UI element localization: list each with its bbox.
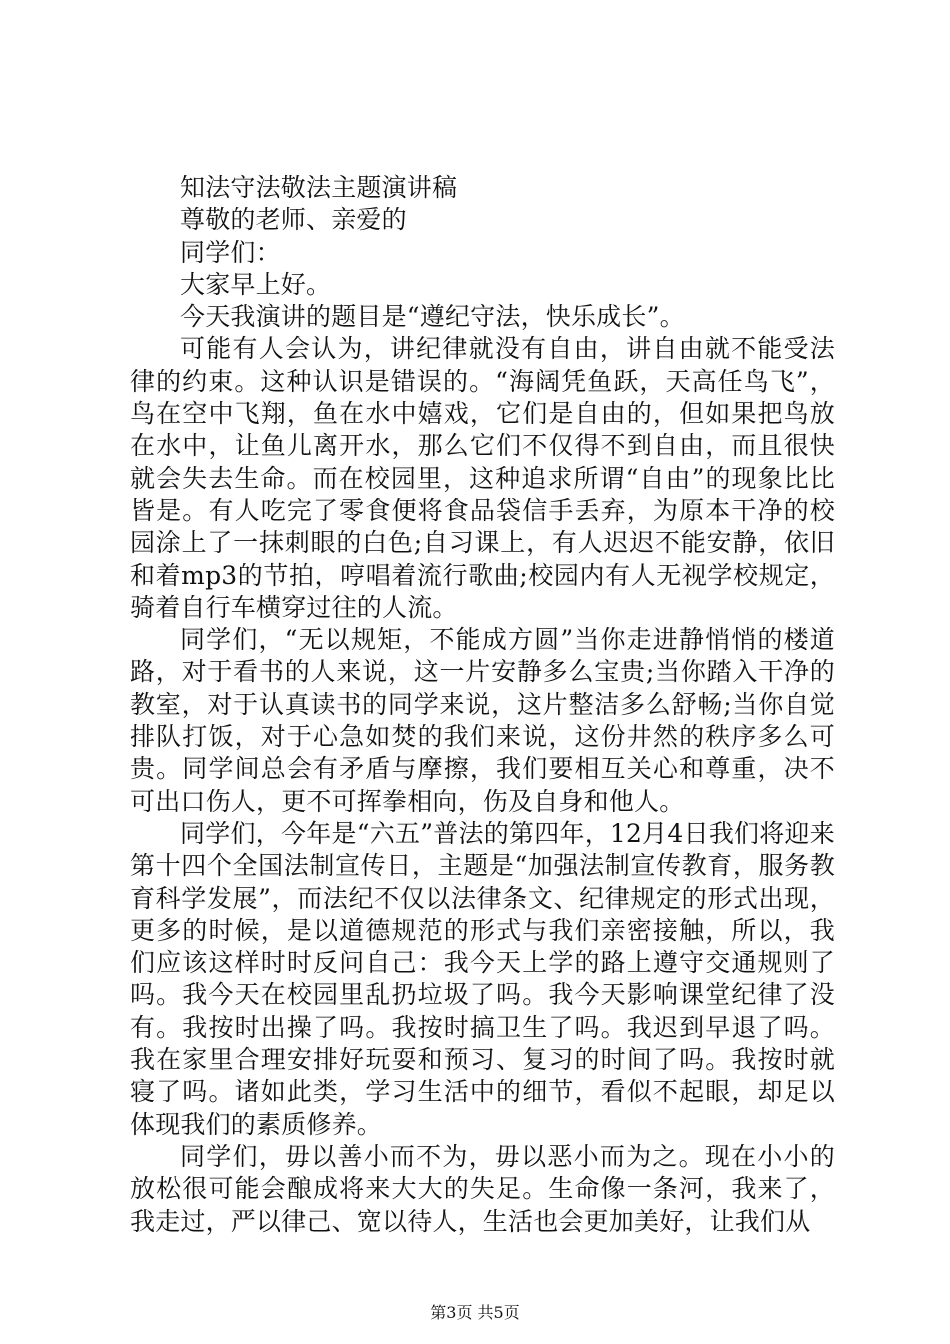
page-number-footer: 第3页 共5页	[430, 1303, 520, 1322]
body-paragraph: 同学们，“无以规矩，不能成方圆”当你走进静悄悄的楼道路，对于看书的人来说，这一片安静多么宝贵;当你踏入干净的教室，对于认真读书的同学来说，这片整洁多么舒畅;当你自觉排队打饭，对于心急如焚的我们来说，这份井然的秩序多么可贵。同学间总会有矛盾与摩擦，我们要相互关心和尊重，决不可出口伤人，更不可挥拳相向，伤及自身和他人。	[130, 625, 835, 816]
salutation-line-1: 尊敬的老师、亲爱的	[180, 205, 407, 235]
greeting: 大家早上好。	[180, 269, 332, 299]
body-paragraph: 可能有人会认为，讲纪律就没有自由，讲自由就不能受法律的约束。这种认识是错误的。“海阔凭鱼跃，天高任鸟飞”，鸟在空中飞翔，鱼在水中嬉戏，它们是自由的，但如果把鸟放在水中，让鱼儿离开水，那么它们不仅得不到自由，而且很快就会失去生命。而在校园里，这种追求所谓“自由”的现象比比皆是。有人吃完了零食便将食品袋信手丢弃，为原本干净的校园涂上了一抹刺眼的白色;自习课上，有人迟迟不能安静，依旧和着mp3的节拍，哼唱着流行歌曲;校园内有人无视学校规定，骑着自行车横穿过往的人流。	[130, 334, 835, 622]
body-paragraph: 同学们，今年是“六五”普法的第四年，12月4日我们将迎来第十四个全国法制宣传日，主题是“加强法制宣传教育，服务教育科学发展”，而法纪不仅以法律条文、纪律规定的形式出现，更多的时候，是以道德规范的形式与我们亲密接触，所以，我们应该这样时时反问自己：我今天上学的路上遵守交通规则了吗。我今天在校园里乱扔垃圾了吗。我今天影响课堂纪律了没有。我按时出操了吗。我按时搞卫生了吗。我迟到早退了吗。我在家里合理安排好玩耍和预习、复习的时间了吗。我按时就寝了吗。诸如此类，学习生活中的细节，看似不起眼，却足以体现我们的素质修养。	[130, 818, 835, 1139]
body-paragraph: 同学们，毋以善小而不为，毋以恶小而为之。现在小小的放松很可能会酿成将来大大的失足。生命像一条河，我来了，我走过，严以律己、宽以待人，生活也会更加美好，让我们从	[130, 1141, 835, 1236]
salutation-line-2: 同学们：	[180, 237, 281, 267]
topic-paragraph: 今天我演讲的题目是“遵纪守法，快乐成长”。	[180, 302, 685, 332]
document-body	[130, 172, 835, 1238]
speech-title: 知法守法敬法主题演讲稿	[180, 173, 458, 202]
